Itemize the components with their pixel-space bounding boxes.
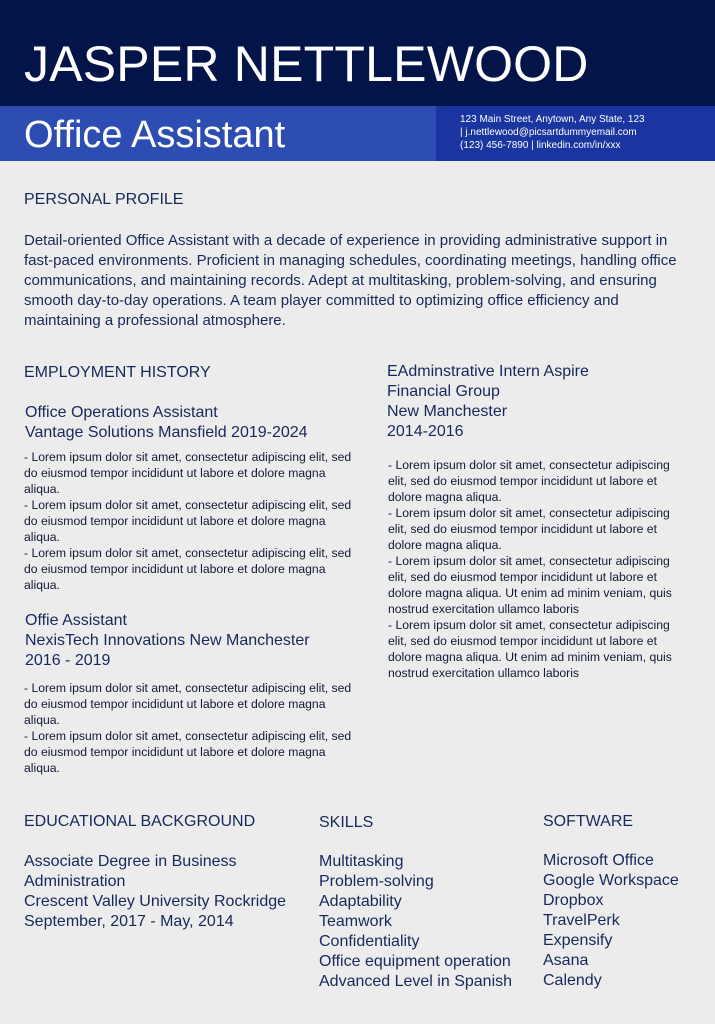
software-heading: SOFTWARE [543, 813, 634, 830]
job-company: Financial Group [387, 383, 500, 400]
list-item: Calendy [543, 972, 602, 989]
job-company: NexisTech Innovations New Manchester [25, 632, 310, 649]
contact-email: | j.nettlewood@picsartdummyemail.com [460, 127, 637, 138]
contact-phone-linkedin: (123) 456-7890 | linkedin.com/in/xxx [460, 140, 621, 151]
employment-heading: EMPLOYMENT HISTORY [24, 364, 211, 381]
list-item: Multitasking [319, 853, 404, 870]
list-item: - Lorem ipsum dolor sit amet, consectetur adipiscing elit, sed do eiusmod tempor incididunt ut labore et dolore magna aliqua. [388, 506, 670, 552]
list-item: Teamwork [319, 913, 392, 930]
education-school: Crescent Valley University Rockridge [24, 893, 287, 910]
list-item: - Lorem ipsum dolor sit amet, consectetur adipiscing elit, sed do eiusmod tempor incididunt ut labore et dolore magna aliqua. [388, 458, 670, 504]
skills-list [319, 852, 512, 992]
list-item: Confidentiality [319, 933, 420, 950]
education-heading: EDUCATIONAL BACKGROUND [24, 813, 256, 830]
education-degree-cont: Administration [24, 873, 126, 890]
job-company: Vantage Solutions Mansfield 2019-2024 [25, 424, 308, 441]
list-item: - Lorem ipsum dolor sit amet, consectetur adipiscing elit, sed do eiusmod tempor incididunt ut labore et dolore magna aliqua. Ut enim ad minim veniam, quis nostrud exercitation ullamco laboris [388, 554, 672, 616]
list-item: Adaptability [319, 893, 402, 910]
list-item: Dropbox [543, 892, 604, 909]
list-item: - Lorem ipsum dolor sit amet, consectetur adipiscing elit, sed do eiusmod tempor incididunt ut labore et dolore magna aliqua. Ut enim ad minim veniam, quis nostrud exercitation ullamco laboris [388, 618, 672, 680]
list-item: - Lorem ipsum dolor sit amet, consectetur adipiscing elit, sed do eiusmod tempor incididunt ut labore et dolore magna aliqua. [24, 546, 352, 592]
job-title-block [25, 403, 308, 443]
list-item: Microsoft Office [543, 852, 654, 869]
job-dates: 2016 - 2019 [25, 652, 111, 669]
list-item: - Lorem ipsum dolor sit amet, consectetur adipiscing elit, sed do eiusmod tempor incididunt ut labore et dolore magna aliqua. [24, 498, 352, 544]
job-bullets [388, 457, 686, 681]
contact-address: 123 Main Street, Anytown, Any State, 123 [460, 114, 645, 125]
list-item: Problem-solving [319, 873, 434, 890]
profile-text: Detail-oriented Office Assistant with a decade of experience in providing administrative support in fast-paced environments. Proficient in managing schedules, coordinating meetings, handling office communications, and maintaining records. Adept at multitasking, problem-solving, and ensuring smooth day-to-day operations. A team player committed to optimizing office efficiency and maintaining a professional atmosphere. [24, 232, 677, 329]
job-title: EAdminstrative Intern Aspire [387, 363, 589, 380]
contact-info [460, 113, 645, 152]
list-item: Google Workspace [543, 872, 679, 889]
job-title: Offie Assistant [25, 612, 127, 629]
skills-heading: SKILLS [319, 814, 374, 831]
list-item: - Lorem ipsum dolor sit amet, consectetur adipiscing elit, sed do eiusmod tempor incididunt ut labore et dolore magna aliqua. [24, 450, 352, 496]
education-dates: September, 2017 - May, 2014 [24, 913, 234, 930]
candidate-name: JASPER NETTLEWOOD [24, 36, 589, 92]
software-list [543, 851, 679, 991]
list-item: - Lorem ipsum dolor sit amet, consectetur adipiscing elit, sed do eiusmod tempor incididunt ut labore et dolore magna aliqua. [24, 681, 352, 727]
list-item: Advanced Level in Spanish [319, 973, 513, 990]
job-bullets [24, 449, 364, 593]
education-details [24, 852, 286, 932]
profile-heading: PERSONAL PROFILE [24, 191, 184, 208]
list-item: TravelPerk [543, 912, 620, 929]
job-role: Office Assistant [24, 114, 286, 156]
job-dates: 2014-2016 [387, 423, 464, 440]
list-item: Office equipment operation [319, 953, 511, 970]
job-bullets [24, 680, 364, 776]
list-item: Asana [543, 952, 589, 969]
list-item: Expensify [543, 932, 613, 949]
job-title-block [25, 611, 310, 671]
job-location: New Manchester [387, 403, 508, 420]
job-title: Office Operations Assistant [25, 404, 218, 421]
list-item: - Lorem ipsum dolor sit amet, consectetur adipiscing elit, sed do eiusmod tempor incididunt ut labore et dolore magna aliqua. [24, 729, 352, 775]
job-title-block [387, 362, 589, 442]
education-degree: Associate Degree in Business [24, 853, 237, 870]
